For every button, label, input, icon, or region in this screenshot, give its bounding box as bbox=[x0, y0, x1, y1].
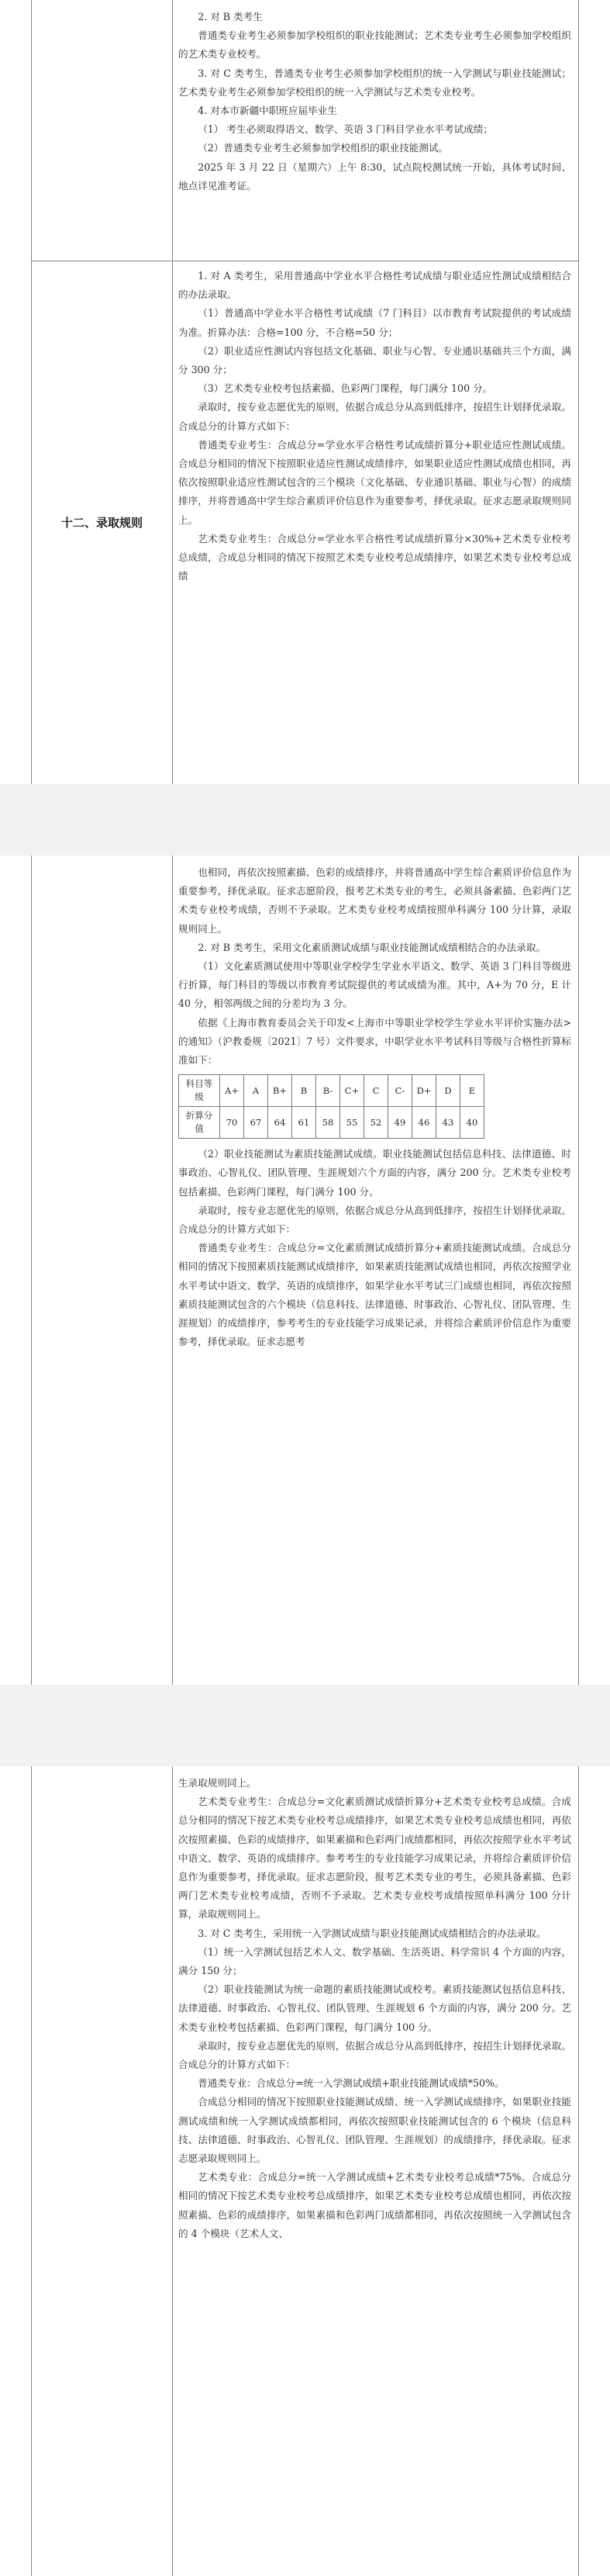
paragraph: 普通类专业考生：合成总分=文化素质测试成绩折算分+素质技能测试成绩。合成总分相同的情况下按照素质技能测试成绩排序，如果素质技能测试成绩也相同，再依次按照学业水平考试中语文、数学、英语的成绩排序，如果学业水平考试三门成绩也相同，再依次按照素质技能测试包含的六个模块（信息科技、法律道德、时事政治、心智礼仪、团队管理、生涯规划）的成绩排序，参考考生的专业技能学习成果记录，并将综合素质评价信息作为重要参考，择优录取。征求志愿考 bbox=[178, 1242, 571, 1348]
paragraph: 普通类专业考生：合成总分=学业水平合格性考试成绩折算分+职业适应性测试成绩。合成总分相同的情况下按照职业适应性测试成绩排序，如果职业适应性测试成绩也相同，再依次按照职业适应性测试包含的三个模块（文化基础、专业通识基础、职业与心智）的成绩排序，并将普通高中学生综合素质评价信息作为重要参考，择优录取。征求志愿录取规则同上。 bbox=[178, 438, 571, 526]
paragraph: （1）文化素质测试使用中等职业学校学生学业水平语文、数学、英语 3 门科目等级进行折算，每门科目的等级以市教育考试院提供的考试成绩为准。其中，A+为 70 分，E 计 40 分，相邻两级之间的分差均为 3 分。 bbox=[178, 960, 571, 1010]
table-right-border bbox=[578, 1766, 579, 2576]
score-cell: 67 bbox=[244, 1107, 268, 1139]
grade-conversion-table bbox=[178, 1074, 484, 1139]
grade-cell: A bbox=[244, 1075, 268, 1107]
paragraph: 2025 年 3 月 22 日（星期六）上午 8:30，试点院校测试统一开始，具体考试时间、地点详见准考证。 bbox=[178, 161, 571, 192]
grade-cell: B- bbox=[316, 1075, 340, 1107]
paragraph: 3. 对 C 类考生，采用统一入学测试成绩与职业技能测试成绩相结合的办法录取。 bbox=[198, 1927, 546, 1939]
paragraph: （2）职业技能测试为统一命题的素质技能测试或校考。素质技能测试包括信息科技、法律道德、时事政治、心智礼仪、团队管理、生涯规划 6 个方面的内容，满分 200 分。艺术类专业校考包括素描、色彩两门课程，每门满分 100 分。 bbox=[178, 1983, 571, 2033]
paragraph: 艺术类专业考生：合成总分=文化素质测试成绩折算分+艺术类专业校考总成绩。合成总分相同的情况下按艺术类专业校考总成绩排序，如果艺术类专业校考总成绩也相同，再依次按照素描、色彩的成绩排序，如果素描和色彩两门成绩都相同，再依次按照学业水平考试中语文、数学、英语的成绩排序。参考考生的专业技能学习成果记录，并将综合素质评价信息作为重要参考，择优录取。征求志愿阶段，报考艺术类专业的考生，必须具备素描、色彩两门艺术类专业校考成绩，否则不予录取。艺术类专业校考成绩按照单科满分 100 分计算，录取规则同上。 bbox=[178, 1796, 571, 1921]
column-divider bbox=[172, 856, 173, 1685]
paragraph: （3）艺术类专业校考包括素描、色彩两门课程，每门满分 100 分。 bbox=[198, 382, 493, 395]
table-right-border bbox=[578, 0, 579, 784]
score-cell: 49 bbox=[388, 1107, 412, 1139]
grade-cell: B bbox=[292, 1075, 316, 1107]
table-right-border bbox=[578, 856, 579, 1685]
paragraph: （2）职业适应性测试内容包括文化基础、职业与心智、专业通识基础共三个方面，满分 300 分； bbox=[178, 344, 571, 376]
score-cell: 61 bbox=[292, 1107, 316, 1139]
score-cell: 58 bbox=[316, 1107, 340, 1139]
paragraph: 生录取规则同上。 bbox=[178, 1777, 257, 1789]
grade-cell: B+ bbox=[268, 1075, 292, 1107]
paragraph: 录取时，按专业志愿优先的原则，依据合成总分从高到低排序，按招生计划择优录取。合成总分的计算方式如下： bbox=[178, 1204, 571, 1236]
paragraph: 录取时，按专业志愿优先的原则，依据合成总分从高到低排序，按招生计划择优录取。合成总分的计算方式如下： bbox=[178, 2039, 571, 2071]
paragraph: 艺术类专业考生：合成总分=学业水平合格性考试成绩折算分×30%+艺术类专业校考总成绩，合成总分相同的情况下按照艺术类专业校考总成绩排序，如果艺术类专业校考总成绩 bbox=[178, 532, 571, 583]
grade-cell: A+ bbox=[220, 1075, 244, 1107]
paragraph: 1. 对 A 类考生，采用普通高中学业水平合格性考试成绩与职业适应性测试成绩相结合的办法录取。 bbox=[178, 270, 571, 301]
score-cell: 43 bbox=[436, 1107, 460, 1139]
column-divider bbox=[172, 1766, 173, 2576]
paragraph: 4. 对本市新疆中职班应届毕业生 bbox=[198, 105, 337, 117]
paragraph: 2. 对 B 类考生 bbox=[198, 11, 263, 22]
paragraph: 普通类专业：合成总分=统一入学测试成绩+职业技能测试成绩*50%。 bbox=[198, 2077, 505, 2090]
grade-cell: C+ bbox=[340, 1075, 364, 1107]
document-page-3 bbox=[0, 1766, 610, 2576]
paragraph: 3. 对 C 类考生，普通类专业考生必须参加学校组织的统一入学测试与职业技能测试；艺术类专业考生必须参加学校组织的统一入学测试与艺术类专业校考。 bbox=[178, 67, 571, 98]
paragraph: 普通类专业考生必须参加学校组织的职业技能测试；艺术类专业考生必须参加学校组织的艺术类专业校考。 bbox=[178, 29, 571, 61]
paragraph: 合成总分相同的情况下按照职业技能测试成绩、统一入学测试成绩排序，如果职业技能测试成绩和统一入学测试成绩都相同，再依次按照职业技能测试包含的 6 个模块（信息科技、法律道德、时事政治、心智礼仪、团队管理、生涯规划）的成绩排序，择优录取。征求志愿录取规则同上。 bbox=[178, 2096, 571, 2165]
paragraph: 录取时，按专业志愿优先的原则，依据合成总分从高到低排序，按招生计划择优录取。合成总分的计算方式如下： bbox=[178, 401, 571, 432]
score-cell: 70 bbox=[220, 1107, 244, 1139]
cell-content bbox=[178, 1774, 571, 2243]
paragraph: （2）普通类专业考生必须参加学校组织的职业技能测试。 bbox=[198, 142, 449, 154]
score-cell: 55 bbox=[340, 1107, 364, 1139]
section-label-admission-rules: 十二、录取规则 bbox=[60, 516, 143, 530]
paragraph: 艺术类专业：合成总分=统一入学测试成绩+艺术类专业校考总成绩*75%。合成总分相同的情况下按艺术类专业校考总成绩排序，如果艺术类专业校考总成绩也相同，再依次按照素描、色彩的成绩排序，如果素描和色彩两门成绩都相同，再依次按照统一入学测试包含的 4 个模块（艺术人文、 bbox=[178, 2171, 571, 2239]
grade-cell: D+ bbox=[412, 1075, 436, 1107]
cell-content-upper bbox=[178, 8, 571, 195]
cell-content bbox=[178, 863, 571, 1351]
score-cell: 52 bbox=[364, 1107, 388, 1139]
column-divider bbox=[172, 0, 173, 784]
document-page-2 bbox=[0, 856, 610, 1685]
paragraph: （1） 考生必须取得语文、数学、英语 3 门科目学业水平考试成绩； bbox=[198, 123, 493, 136]
paragraph: 也相同，再依次按照素描、色彩的成绩排序，并将普通高中学生综合素质评价信息作为重要参考，择优录取。征求志愿阶段，报考艺术类专业的考生，必须具备素描、色彩两门艺术类专业校考成绩，否则不予录取。艺术类专业校考成绩按照单科满分 100 分计算，录取规则同上。 bbox=[178, 866, 571, 935]
paragraph: （1）普通高中学业水平合格性考试成绩（7 门科目）以市教育考试院提供的考试成绩为准。折算办法：合格=100 分，不合格=50 分； bbox=[178, 307, 571, 338]
table-row bbox=[179, 1075, 484, 1107]
paragraph: （2）职业技能测试为素质技能测试成绩。职业技能测试包括信息科技、法律道德、时事政治、心智礼仪、团队管理、生涯规划六个方面的内容，满分 200 分。艺术类专业校考包括素描、色彩两门课程，每门满分 100 分。 bbox=[178, 1148, 571, 1198]
paragraph: 2. 对 B 类考生，采用文化素质测试成绩与职业技能测试成绩相结合的办法录取。 bbox=[198, 941, 546, 953]
paragraph: 依据《上海市教育委员会关于印发<上海市中等职业学校学生学业水平评价实施办法>的通知》（沪教委规〔2021〕7 号）文件要求，中职学业水平考试科目等级与合格性折算标准如下： bbox=[178, 1016, 571, 1067]
cell-content-admission bbox=[178, 267, 571, 586]
score-cell: 46 bbox=[412, 1107, 436, 1139]
paragraph: （1）统一入学测试包括艺术人文、数学基础、生活英语、科学常识 4 个方面的内容，满分 150 分； bbox=[178, 1945, 571, 1977]
score-cell: 64 bbox=[268, 1107, 292, 1139]
table-row bbox=[179, 1107, 484, 1139]
table-header-cell: 科目等级 bbox=[179, 1075, 220, 1107]
grade-cell: C- bbox=[388, 1075, 412, 1107]
table-header-cell: 折算分值 bbox=[179, 1107, 220, 1139]
document-page-1 bbox=[0, 0, 610, 784]
grade-cell: D bbox=[436, 1075, 460, 1107]
score-cell: 40 bbox=[460, 1107, 484, 1139]
grade-cell: C bbox=[364, 1075, 388, 1107]
grade-cell: E bbox=[460, 1075, 484, 1107]
